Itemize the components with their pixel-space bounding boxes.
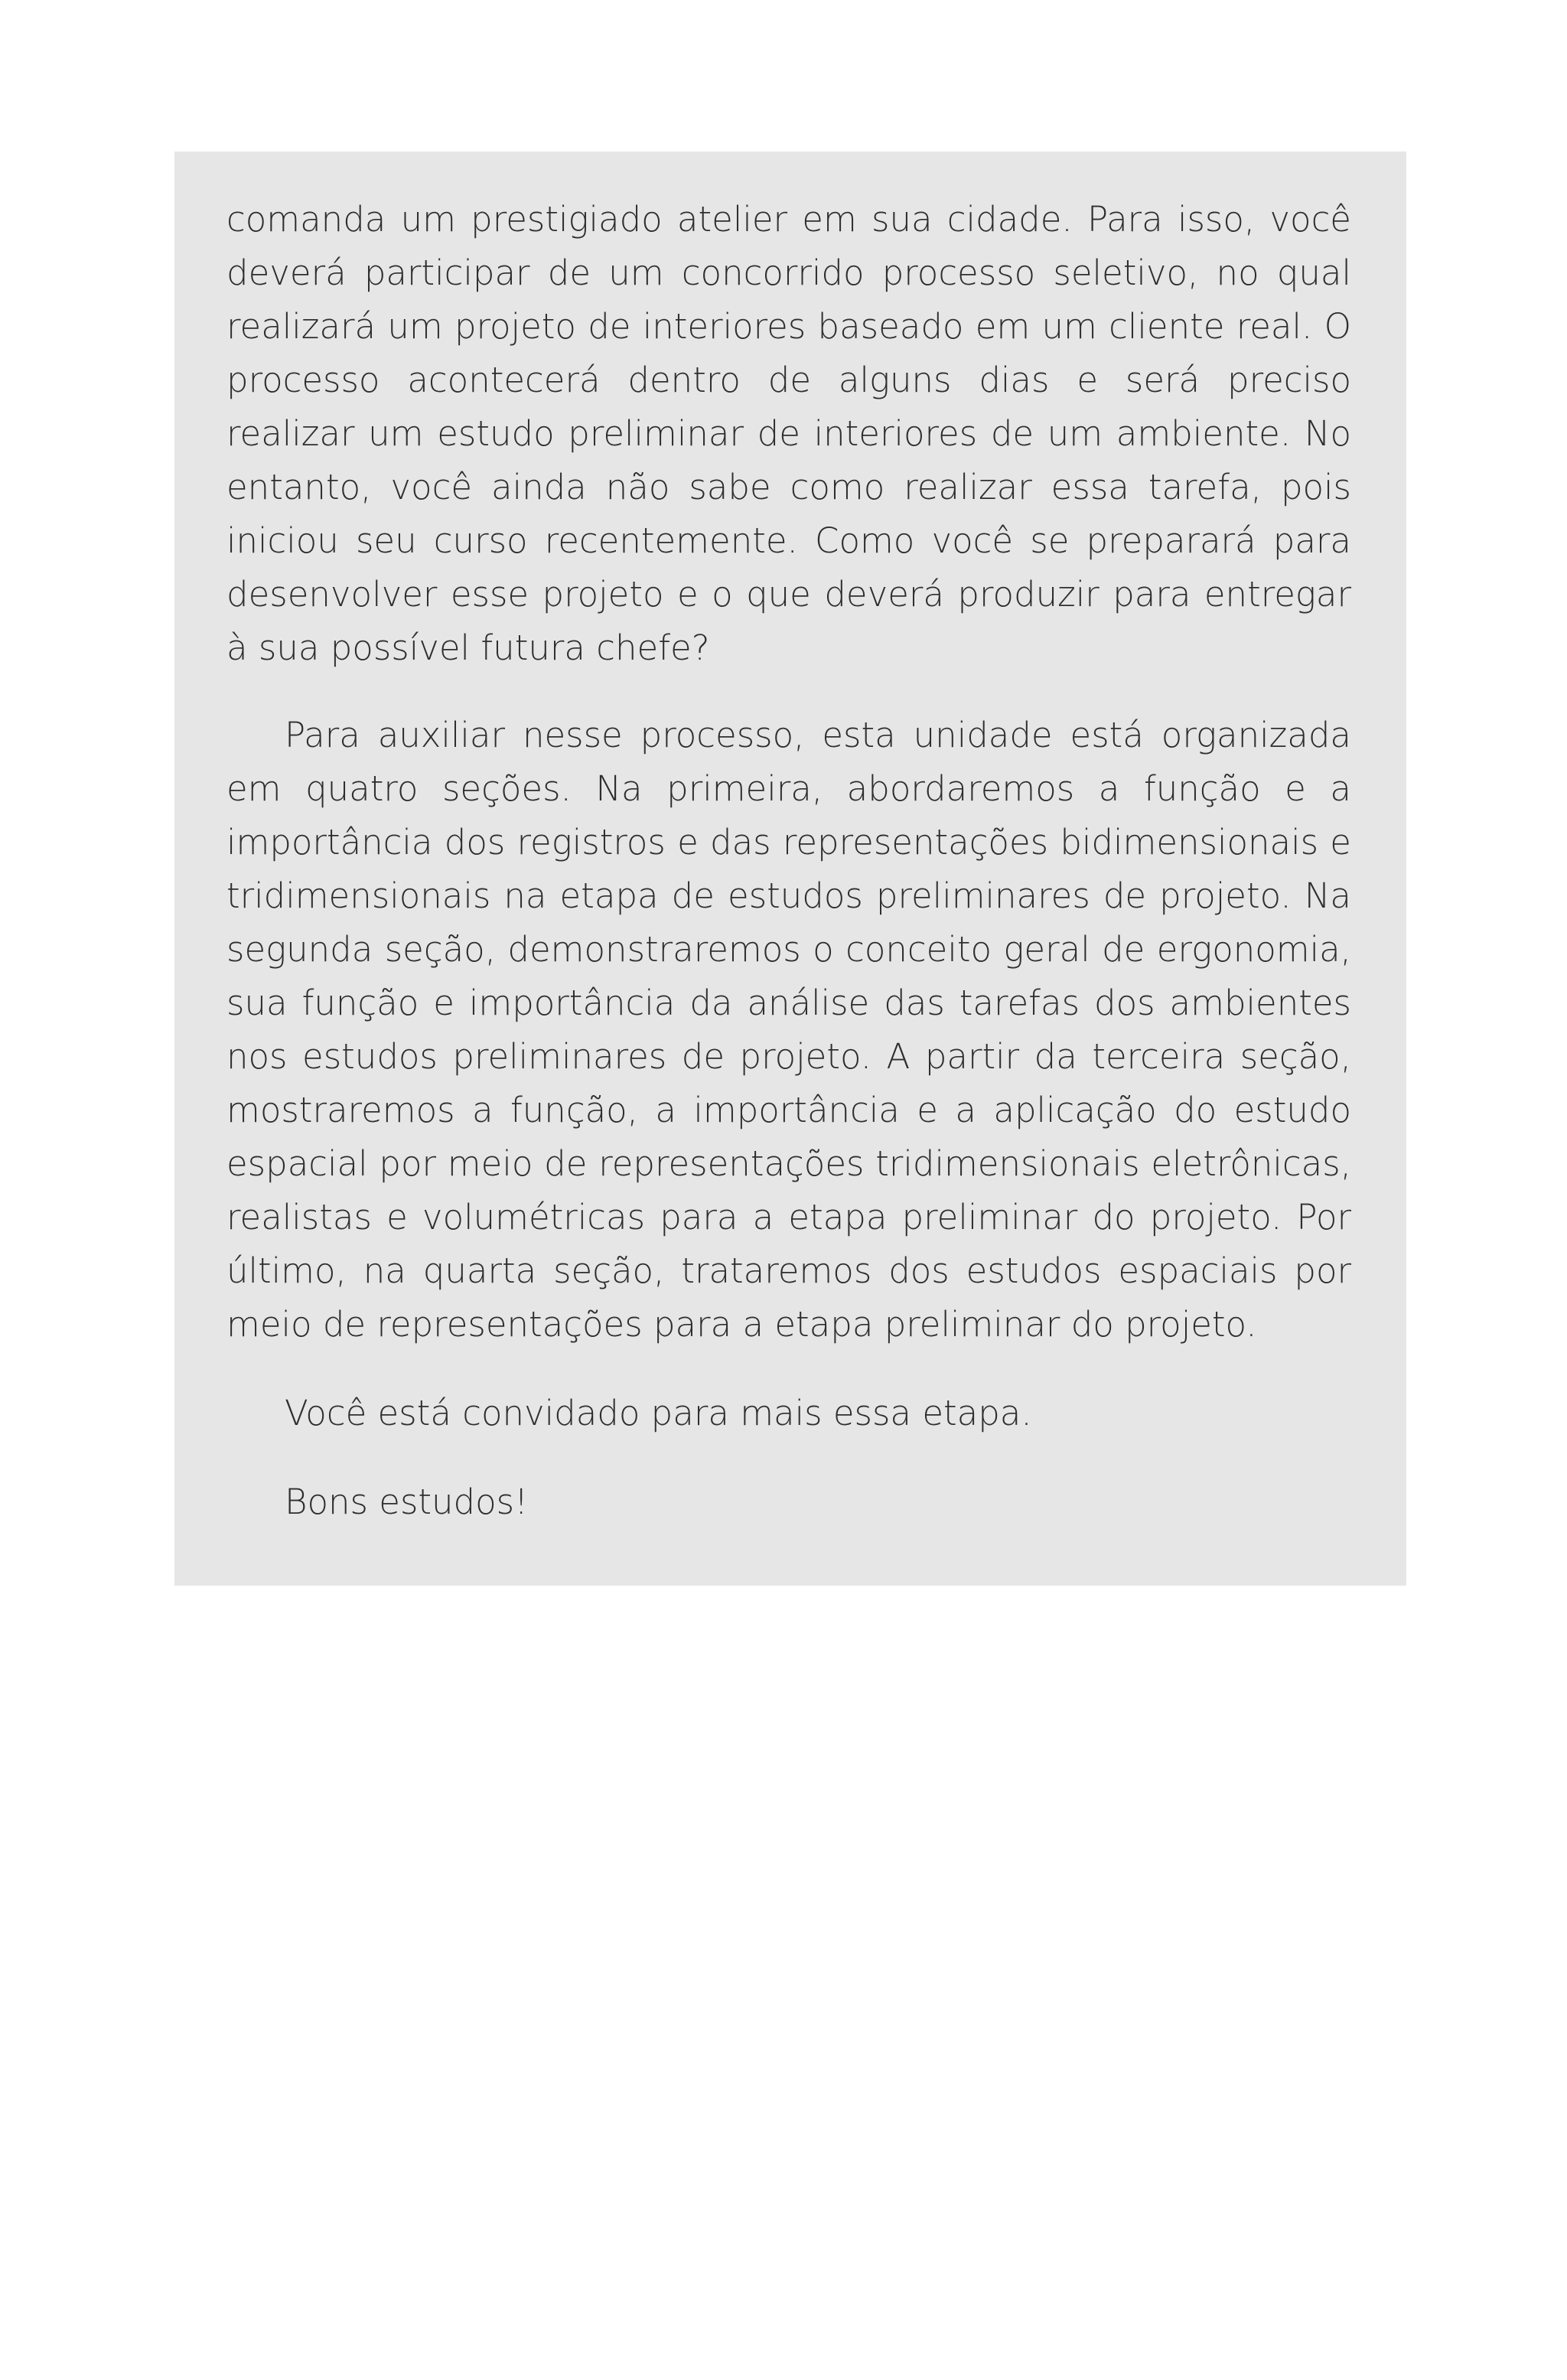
paragraph-intro-continuation: comanda um prestigiado atelier em sua cidade. Para isso, você deverá participar de um concorrido processo seletivo, no qual realizará um projeto de interiores baseado em um cliente real. O processo acontecerá dentro de alguns dias e será preciso realizar um estudo preliminar de interiores de um ambiente. No entanto, você ainda não sabe como realizar essa tarefa, pois iniciou seu curso recentemente. Como você se preparará para desenvolver esse projeto e o que deverá produzir para entregar à sua possível futura chefe? bbox=[226, 199, 1351, 668]
paragraph-unit-overview: Para auxiliar nesse processo, esta unidade está organizada em quatro seções. Na primeira, abordaremos a função e a importância dos registros e das representações bidimensionais e tridimensionais na etapa de estudos preliminares de projeto. Na segunda seção, demonstraremos o conceito geral de ergonomia, sua função e importância da análise das tarefas dos ambientes nos estudos preliminares de projeto. A partir da terceira seção, mostraremos a função, a importância e a aplicação do estudo espacial por meio de representações tridimensionais eletrônicas, realistas e volumétricas para a etapa preliminar do projeto. Por último, na quarta seção, trataremos dos estudos espaciais por meio de representações para a etapa preliminar do projeto. bbox=[226, 715, 1351, 1345]
text-panel bbox=[174, 152, 1406, 1586]
paragraph-closing: Bons estudos! bbox=[285, 1482, 529, 1522]
paragraph-invitation: Você está convidado para mais essa etapa. bbox=[285, 1393, 1032, 1433]
